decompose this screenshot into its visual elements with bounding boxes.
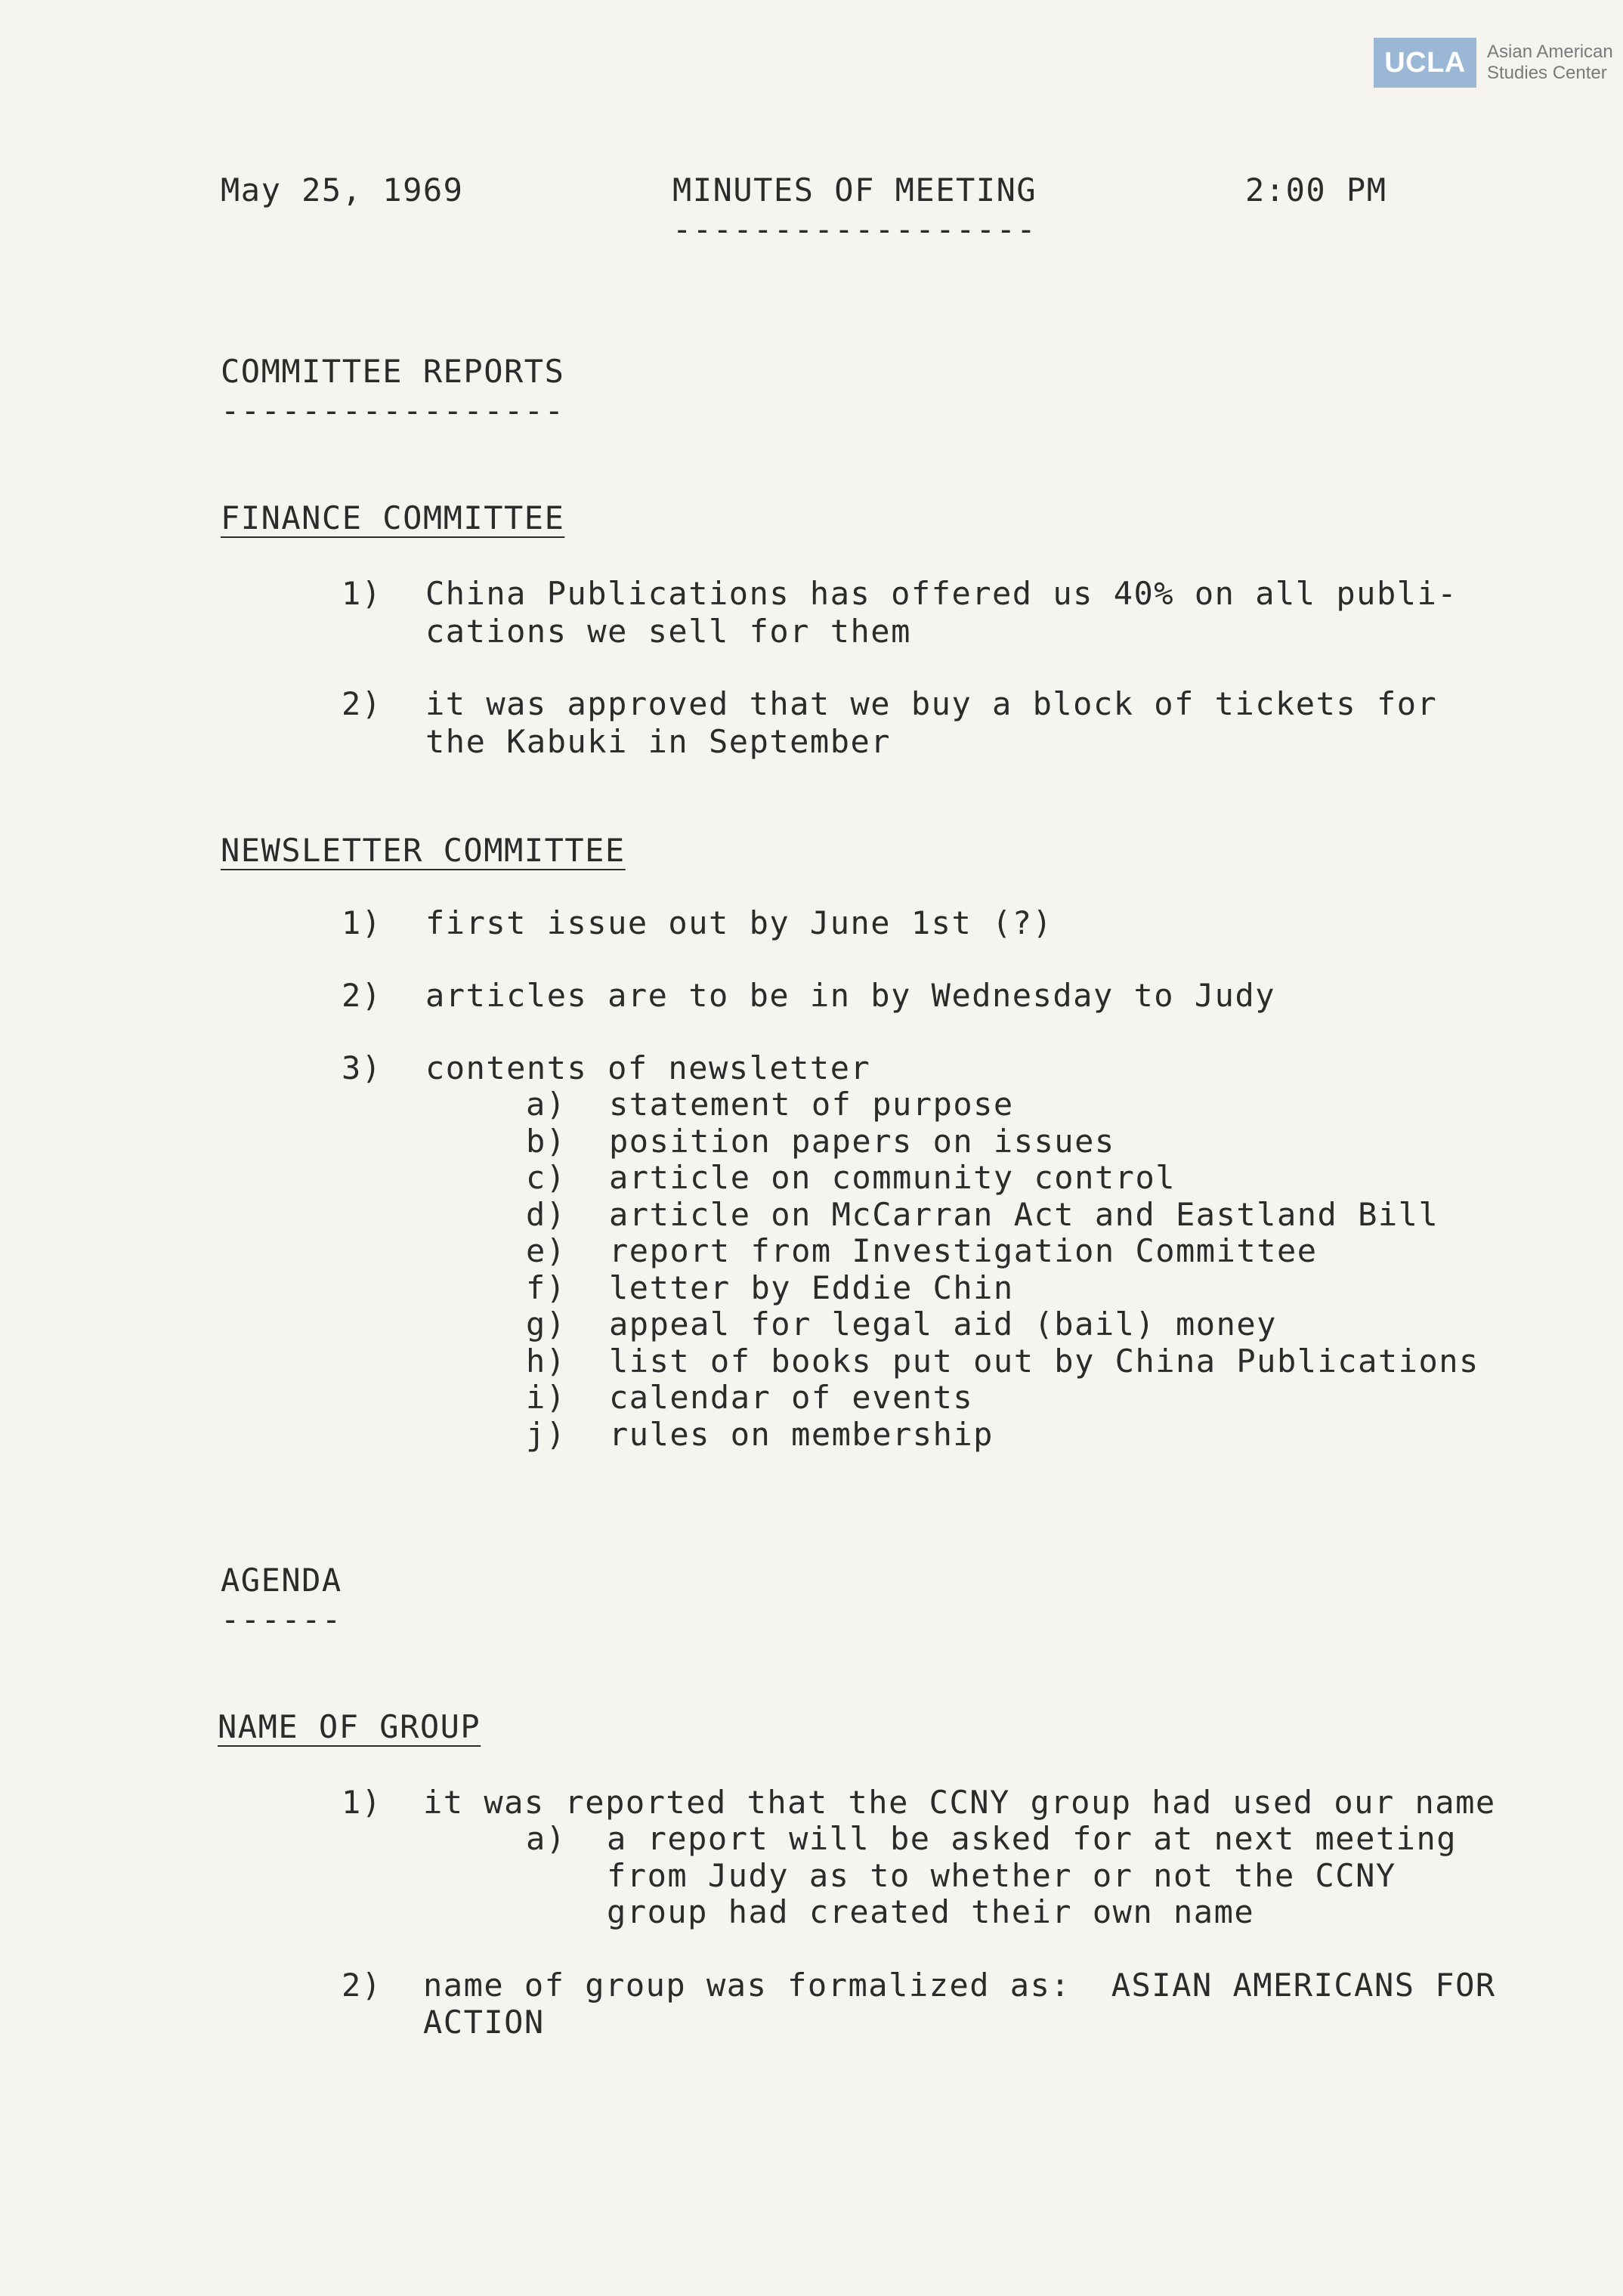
name-of-group-heading: NAME OF GROUP — [218, 1708, 481, 1745]
logo-line-2: Studies Center — [1487, 63, 1607, 83]
item-line-2: cations we sell for them — [425, 613, 911, 650]
list-item-letter: c) — [526, 1159, 567, 1196]
list-item-letter: h) — [526, 1343, 567, 1380]
sub-item-letter: a) — [526, 1820, 567, 1857]
list-item-text: letter by Eddie Chin — [609, 1269, 1014, 1306]
sub-item-line-3: group had created their own name — [607, 1893, 1255, 1930]
item-number: 1) — [342, 1784, 382, 1821]
finance-committee-heading: FINANCE COMMITTEE — [221, 499, 565, 536]
document-title: MINUTES OF MEETING — [672, 172, 1037, 209]
list-item-letter: e) — [526, 1232, 567, 1269]
item-number: 2) — [342, 1967, 382, 2004]
sub-item-line-1: a report will be asked for at next meeting — [607, 1820, 1458, 1857]
item-number: 2) — [342, 977, 382, 1014]
sub-item-line-2: from Judy as to whether or not the CCNY — [607, 1857, 1396, 1894]
ucla-logo — [1374, 38, 1613, 88]
list-item-text: calendar of events — [609, 1379, 974, 1416]
meeting-time: 2:00 PM — [1245, 172, 1387, 209]
list-item-text: article on community control — [609, 1159, 1176, 1196]
list-item-text: article on McCarran Act and Eastland Bill — [609, 1196, 1439, 1233]
item-line-1: name of group was formalized as: ASIAN AMERICANS FOR — [423, 1967, 1496, 2004]
list-item-letter: f) — [526, 1269, 567, 1306]
committee-reports-heading: COMMITTEE REPORTS — [221, 353, 565, 390]
item-number: 3) — [342, 1049, 382, 1086]
list-item-text: rules on membership — [609, 1416, 994, 1453]
list-item-text: list of books put out by China Publications — [609, 1343, 1479, 1380]
item-line-1: China Publications has offered us 40% on all publi- — [425, 575, 1458, 612]
item-line-2: the Kabuki in September — [425, 723, 892, 760]
list-item-letter: g) — [526, 1306, 567, 1343]
logo-text — [1487, 42, 1613, 84]
item-text: contents of newsletter — [425, 1049, 871, 1086]
item-line-2: ACTION — [423, 2004, 545, 2041]
list-item-text: statement of purpose — [609, 1086, 1014, 1123]
item-line-1: it was approved that we buy a block of tickets for — [425, 685, 1438, 722]
agenda-dashes: ------ — [221, 1601, 342, 1638]
item-text: first issue out by June 1st (?) — [425, 904, 1053, 941]
title-dashes: ------------------ — [672, 211, 1037, 248]
item-text: it was reported that the CCNY group had used our name — [423, 1784, 1496, 1821]
meeting-date: May 25, 1969 — [221, 172, 464, 209]
list-item-letter: a) — [526, 1086, 567, 1123]
item-number: 1) — [342, 904, 382, 941]
list-item-text: report from Investigation Committee — [609, 1232, 1318, 1269]
item-number: 2) — [342, 685, 382, 722]
logo-line-1: Asian American — [1487, 42, 1613, 62]
item-number: 1) — [342, 575, 382, 612]
newsletter-committee-heading: NEWSLETTER COMMITTEE — [221, 832, 626, 869]
committee-reports-dashes: ----------------- — [221, 392, 565, 429]
list-item-letter: j) — [526, 1416, 567, 1453]
list-item-letter: i) — [526, 1379, 567, 1416]
agenda-heading: AGENDA — [221, 1562, 342, 1599]
list-item-letter: d) — [526, 1196, 567, 1233]
list-item-text: appeal for legal aid (bail) money — [609, 1306, 1277, 1343]
item-text: articles are to be in by Wednesday to Judy — [425, 977, 1276, 1014]
logo-mark: UCLA — [1374, 38, 1476, 88]
list-item-text: position papers on issues — [609, 1123, 1115, 1160]
list-item-letter: b) — [526, 1123, 567, 1160]
